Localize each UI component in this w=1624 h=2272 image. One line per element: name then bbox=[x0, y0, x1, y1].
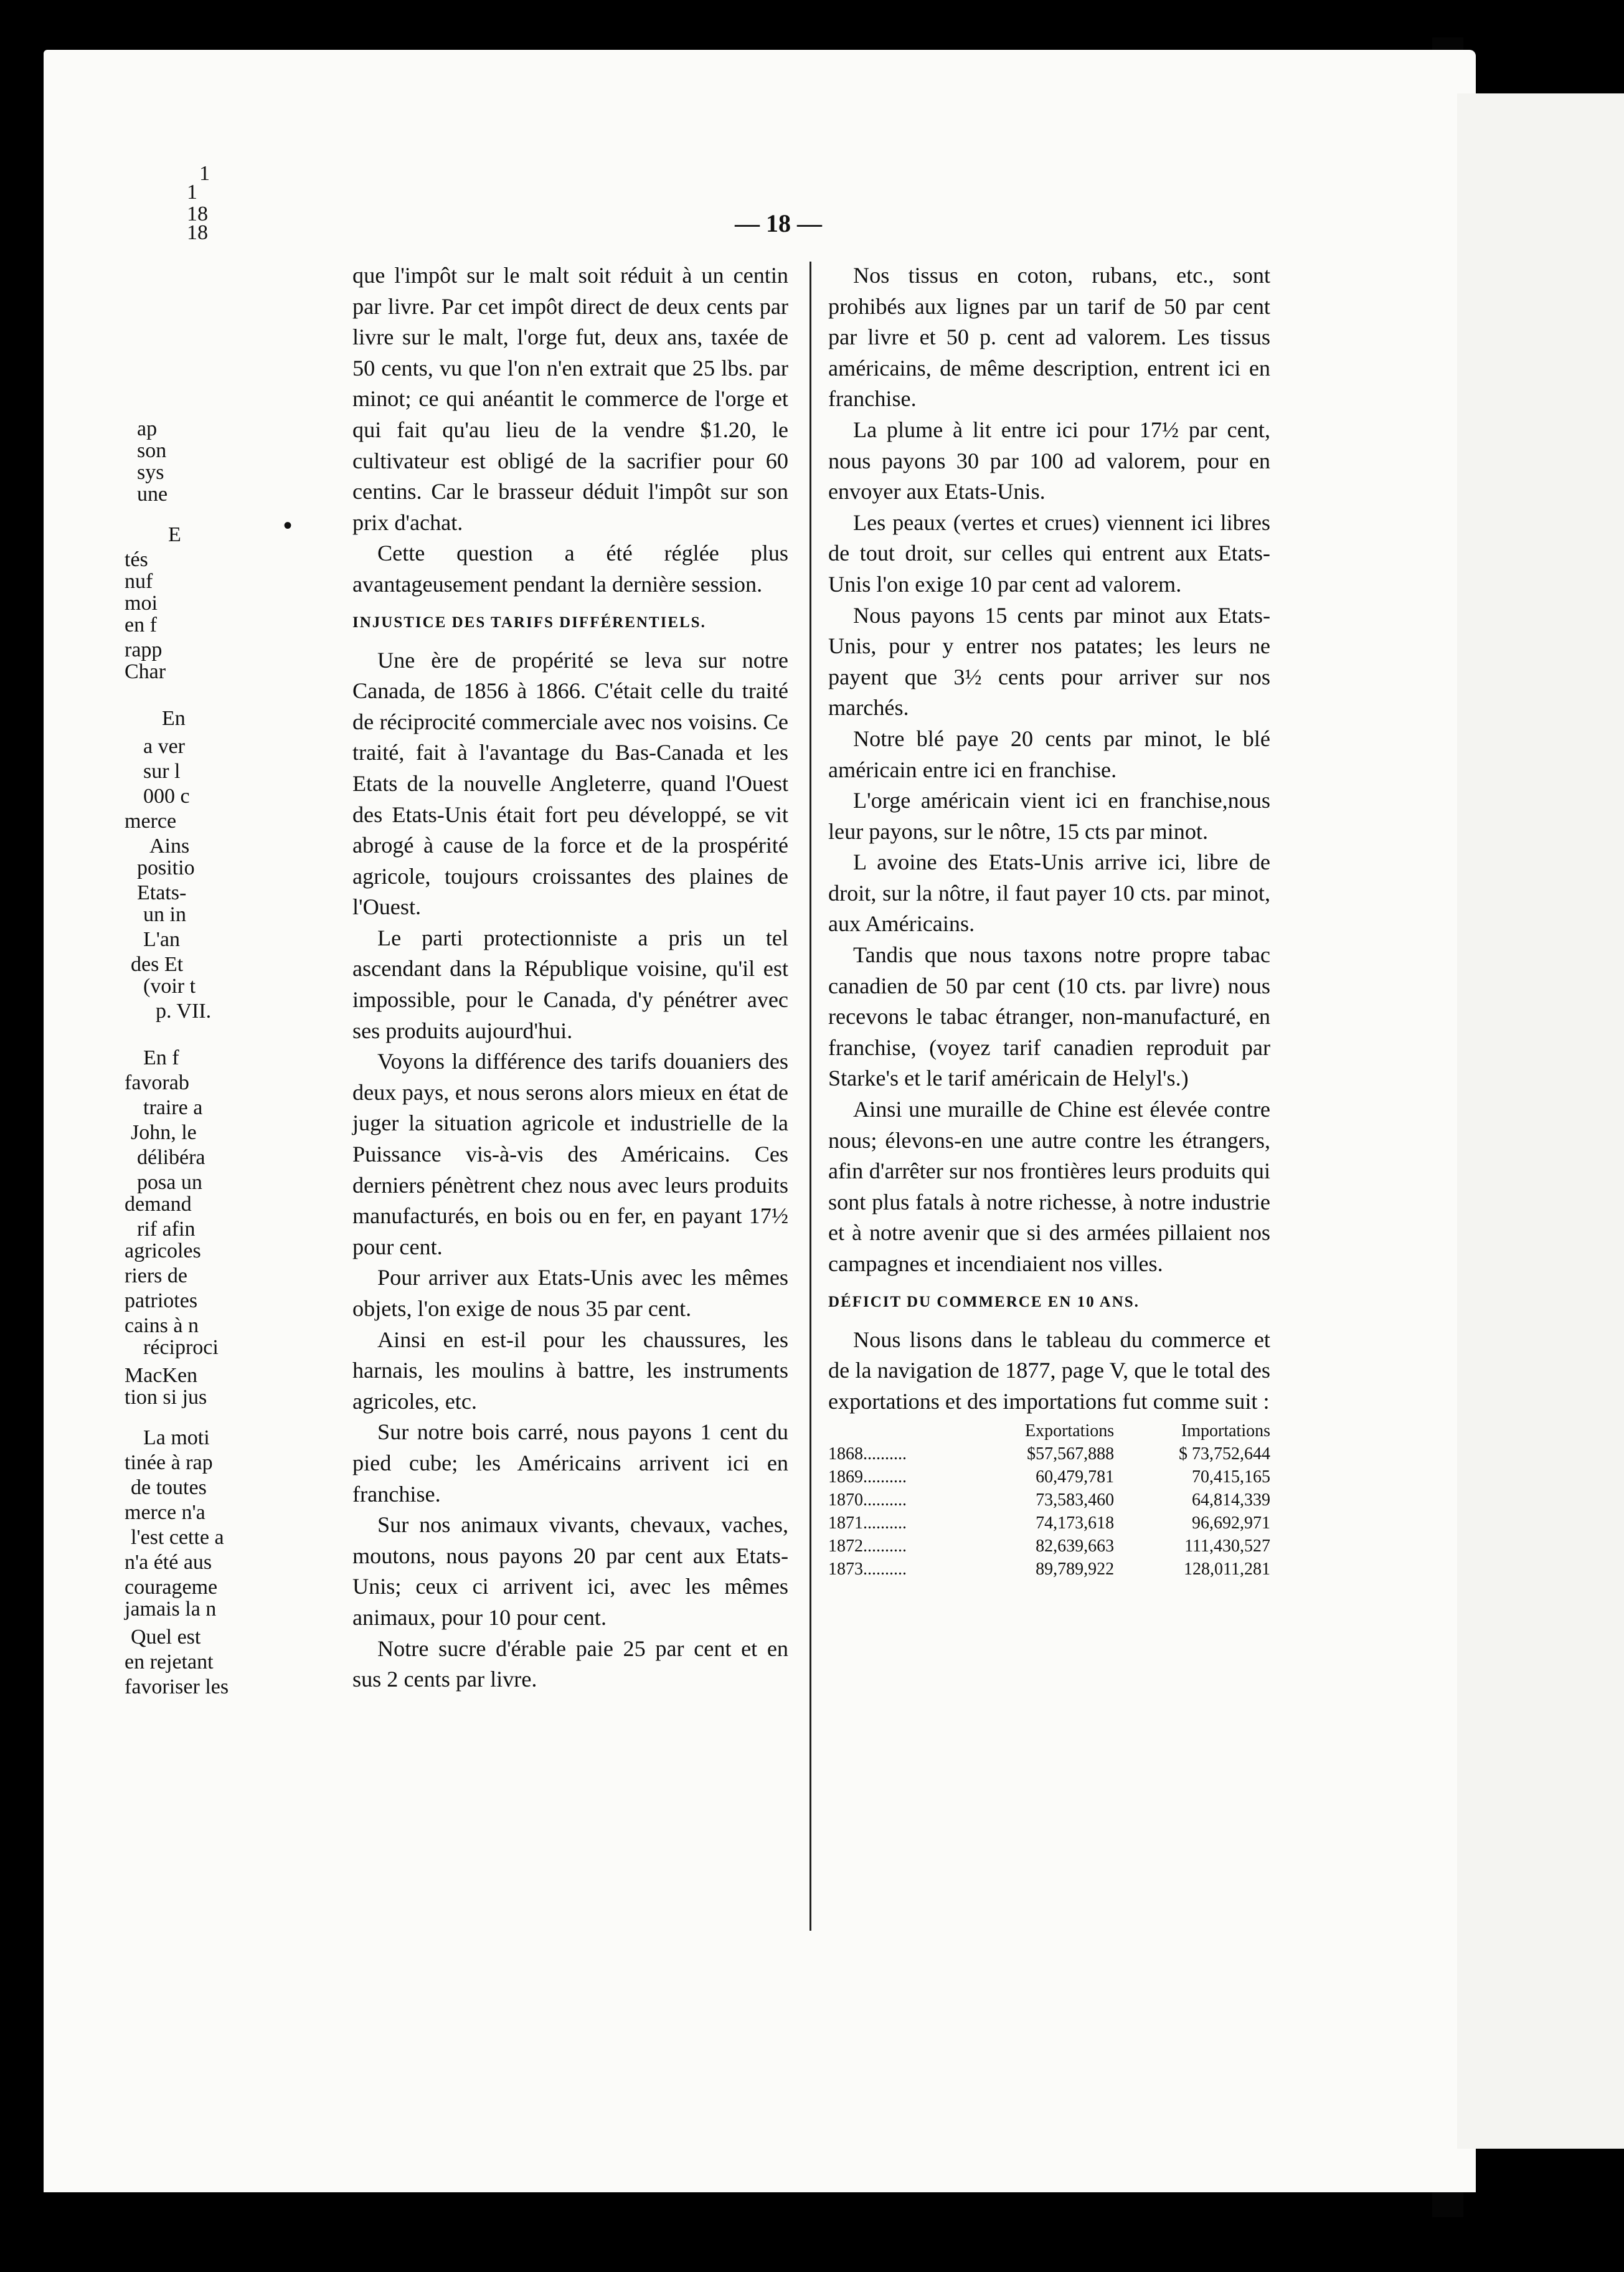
facing-page-text: Quel est bbox=[131, 1626, 201, 1649]
facing-page-text: MacKen bbox=[125, 1364, 198, 1387]
facing-page-text: de toutes bbox=[131, 1476, 207, 1499]
facing-page-text: Ains bbox=[149, 835, 190, 858]
facing-page-text: ap bbox=[137, 417, 158, 440]
paragraph: Notre sucre d'érable paie 25 par cent et en sus 2 cents par livre. bbox=[352, 1635, 788, 1692]
table-cell: 60,479,781 bbox=[1036, 1467, 1115, 1487]
paragraph: Les peaux (vertes et crues) viennent ici libres de tout droit, sur celles qui entrent aux Etats-Unis l'on exige 10 par cent ad valorem. bbox=[828, 509, 1270, 597]
paragraph: Pour arriver aux Etats-Unis avec les mêmes objets, l'on exige de nous 35 par cent. bbox=[352, 1265, 788, 1321]
table-cell: 111,430,527 bbox=[1184, 1536, 1270, 1556]
facing-page-text: En bbox=[162, 707, 186, 730]
table-cell: 64,814,339 bbox=[1192, 1490, 1270, 1510]
facing-page-text: Char bbox=[125, 660, 166, 683]
facing-page-text: sys bbox=[137, 461, 164, 484]
facing-page-text: riers de bbox=[125, 1264, 188, 1287]
facing-page-text: John, le bbox=[131, 1121, 197, 1144]
facing-page-text: demand bbox=[125, 1193, 192, 1216]
table-row bbox=[828, 1558, 1270, 1581]
facing-page-text: 1 bbox=[187, 181, 197, 204]
facing-page-text: une bbox=[137, 483, 168, 506]
table-header bbox=[828, 1419, 962, 1442]
facing-page-text: La moti bbox=[143, 1426, 210, 1449]
table-row bbox=[828, 1465, 1270, 1489]
table-cell: 82,639,663 bbox=[1036, 1536, 1115, 1556]
paragraph: Cette question a été réglée plus avantageusement pendant la dernière session. bbox=[352, 541, 788, 597]
table-cell: 70,415,165 bbox=[1192, 1467, 1270, 1487]
table-cell: $ 73,752,644 bbox=[1179, 1444, 1270, 1464]
table-cell: 1873.......... bbox=[828, 1560, 907, 1579]
facing-page-text: merce n'a bbox=[125, 1501, 205, 1524]
facing-page-text: (voir t bbox=[143, 975, 196, 998]
facing-page-text: Etats- bbox=[137, 881, 187, 904]
facing-page-text: favorab bbox=[125, 1071, 189, 1094]
facing-page-text: tion si jus bbox=[125, 1386, 207, 1409]
table-cell: 128,011,281 bbox=[1184, 1560, 1270, 1579]
paragraph: Nous lisons dans le tableau du commerce et de la navigation de 1877, page V, que le total des exportations et des importations fut comme suit : bbox=[828, 1327, 1270, 1414]
facing-page-text: des Et bbox=[131, 953, 184, 976]
column-divider bbox=[810, 262, 811, 1931]
facing-page-text: favoriser les bbox=[125, 1675, 229, 1698]
table-header: Exportations bbox=[1025, 1421, 1115, 1441]
table-row bbox=[828, 1535, 1270, 1558]
right-column bbox=[828, 260, 1270, 1581]
facing-page-text: merce bbox=[125, 810, 177, 833]
facing-page-text: rapp bbox=[125, 638, 163, 661]
paragraph: Tandis que nous taxons notre propre tabac canadien de 50 par cent (10 cts. par livre) nous recevons le tabac étranger, non-manufacturé, en franchise, (voyez tarif canadien reproduit par Starke's et le tarif américain de Helyl's.) bbox=[828, 942, 1270, 1091]
paragraph: Notre blé paye 20 cents par minot, le blé américain entre ici en franchise. bbox=[828, 726, 1270, 782]
paragraph: L'orge américain vient ici en franchise,nous leur payons, sur le nôtre, 15 cts par minot. bbox=[828, 788, 1270, 844]
facing-page-text: 18 bbox=[187, 221, 208, 244]
facing-page-text: tés bbox=[125, 548, 148, 571]
paragraph: que l'impôt sur le malt soit réduit à un centin par livre. Par cet impôt direct de deux cents par livre sur le malt, l'orge fut, deux ans, taxée de 50 cents, vu que l'on n'en extrait que 25 lbs. par minot; ce qui anéantit le commerce de l'orge et qui fait qu'au lieu de la vendre $1.20, le cultivateur est obligé de la sacrifier pour 60 centins. Car le brasseur déduit l'impôt sur son prix d'achat. bbox=[352, 263, 788, 535]
facing-page-text: E bbox=[168, 523, 181, 546]
table-cell: $57,567,888 bbox=[1027, 1444, 1115, 1464]
table-cell: 89,789,922 bbox=[1036, 1560, 1115, 1579]
facing-page-text: L'an bbox=[143, 928, 180, 951]
scan-speck: • bbox=[283, 511, 293, 539]
facing-page-text: nuf bbox=[125, 570, 153, 593]
table-row bbox=[828, 1489, 1270, 1512]
table-cell: 96,692,971 bbox=[1192, 1513, 1270, 1533]
facing-page-text: moi bbox=[125, 592, 158, 615]
paragraph: Voyons la différence des tarifs douaniers des deux pays, et nous serons alors mieux en état de juger la situation agricole et industrielle de la Puissance vis-à-vis des Américains. Ces derniers pénètrent chez nous avec leurs produits manufacturés, en bois ou en fer, en payant 17½ pour cent. bbox=[352, 1049, 788, 1259]
facing-page-text: 18 bbox=[187, 202, 208, 225]
paragraph: Sur nos animaux vivants, chevaux, vaches, moutons, nous payons 20 par cent aux Etats-Unis; ceux ci arrivent ici, avec les mêmes animaux, pour 10 pour cent. bbox=[352, 1512, 788, 1630]
paragraph: Nous payons 15 cents par minot aux Etats-Unis, pour y entrer nos patates; les leurs ne payent que 3½ cents pour arriver sur nos marchés. bbox=[828, 602, 1270, 721]
facing-page-text: n'a été aus bbox=[125, 1551, 212, 1574]
facing-page-text: son bbox=[137, 439, 167, 462]
facing-page-text: tinée à rap bbox=[125, 1451, 213, 1474]
facing-page-text: 1 bbox=[199, 162, 210, 185]
paragraph: Ainsi une muraille de Chine est élevée contre nous; élevons-en une autre contre les étrangers, afin d'arrêter sur nos frontières leurs produits qui sont plus fatals à notre richesse, à notre industrie et à notre avenir que si des armées pillaient nos campagnes et incendiaient nos villes. bbox=[828, 1097, 1270, 1276]
paragraph: Une ère de propérité se leva sur notre Canada, de 1856 à 1866. C'était celle du traité de réciprocité commerciale avec nos voisins. Ce traité, fait à l'avantage du Bas-Canada et les Etats de la nouvelle Angleterre, quand l'Ouest des Etats-Unis était fort peu développé, se vit abrogé à cause de la force et de la prospérité agricole, toujours croissantes des plaines de l'Ouest. bbox=[352, 647, 788, 920]
facing-page-text: jamais la n bbox=[125, 1598, 217, 1621]
paragraph: Ainsi en est-il pour les chaussures, les harnais, les moulins à battre, les instruments agricoles, etc. bbox=[352, 1327, 788, 1414]
table-row bbox=[828, 1442, 1270, 1465]
paragraph: Sur notre bois carré, nous payons 1 cent du pied cube; les Américains arrivent ici en franchise. bbox=[352, 1419, 788, 1507]
facing-page-text: agricoles bbox=[125, 1239, 201, 1262]
facing-page-text: a ver bbox=[143, 735, 186, 758]
facing-page-text: délibéra bbox=[137, 1146, 205, 1169]
table-cell: 1871.......... bbox=[828, 1513, 907, 1533]
page-number: — 18 — bbox=[735, 209, 822, 237]
paragraph: Le parti protectionniste a pris un tel ascendant dans la République voisine, qu'il est impossible, pour le Canada, d'y pénétrer avec ses produits aujourd'hui. bbox=[352, 925, 788, 1043]
table-cell: 1869.......... bbox=[828, 1467, 907, 1487]
table-header-row bbox=[828, 1419, 1270, 1442]
table-cell: 74,173,618 bbox=[1036, 1513, 1115, 1533]
facing-page-text: sur l bbox=[143, 760, 181, 783]
paragraph: L avoine des Etats-Unis arrive ici, libre de droit, sur la nôtre, il faut payer 10 cts. par minot, aux Américains. bbox=[828, 850, 1270, 937]
facing-page-text: traire a bbox=[143, 1096, 203, 1119]
paragraph: Nos tissus en coton, rubans, etc., sont prohibés aux lignes par un tarif de 50 par cent par livre et 50 p. cent ad valorem. Les tissus américains, de même description, entrent ici en franchise. bbox=[828, 263, 1270, 412]
facing-page-text: en rejetant bbox=[125, 1650, 214, 1673]
facing-page-text: courageme bbox=[125, 1576, 218, 1599]
facing-page-text: posa un bbox=[137, 1171, 202, 1194]
table-cell: 73,583,460 bbox=[1036, 1490, 1115, 1510]
facing-page-text: positio bbox=[137, 856, 195, 879]
table-cell: 1868.......... bbox=[828, 1444, 907, 1464]
table-row bbox=[828, 1512, 1270, 1535]
facing-page-text: p. VII. bbox=[156, 1000, 212, 1023]
facing-page-text: un in bbox=[143, 903, 186, 926]
section-heading: INJUSTICE DES TARIFS DIFFÉRENTIELS. bbox=[352, 613, 706, 631]
table-cell: 1872.......... bbox=[828, 1536, 907, 1556]
paragraph: La plume à lit entre ici pour 17½ par cent, nous payons 30 par 100 ad valorem, pour en envoyer aux Etats-Unis. bbox=[828, 417, 1270, 504]
facing-page-text: En f bbox=[143, 1046, 179, 1069]
facing-page-text: 000 c bbox=[143, 785, 190, 808]
table-cell: 1870.......... bbox=[828, 1490, 907, 1510]
trade-table bbox=[828, 1419, 1270, 1581]
facing-page-text: l'est cette a bbox=[131, 1526, 224, 1549]
table-header: Importations bbox=[1181, 1421, 1270, 1441]
left-column bbox=[352, 260, 788, 1695]
facing-page-text: cains à n bbox=[125, 1314, 199, 1337]
facing-page-text: en f bbox=[125, 613, 157, 637]
facing-page-text: réciproci bbox=[143, 1336, 219, 1359]
facing-page-text: rif afin bbox=[137, 1218, 196, 1241]
facing-page-text: patriotes bbox=[125, 1289, 198, 1312]
section-heading: DÉFICIT DU COMMERCE EN 10 ANS. bbox=[828, 1293, 1140, 1310]
